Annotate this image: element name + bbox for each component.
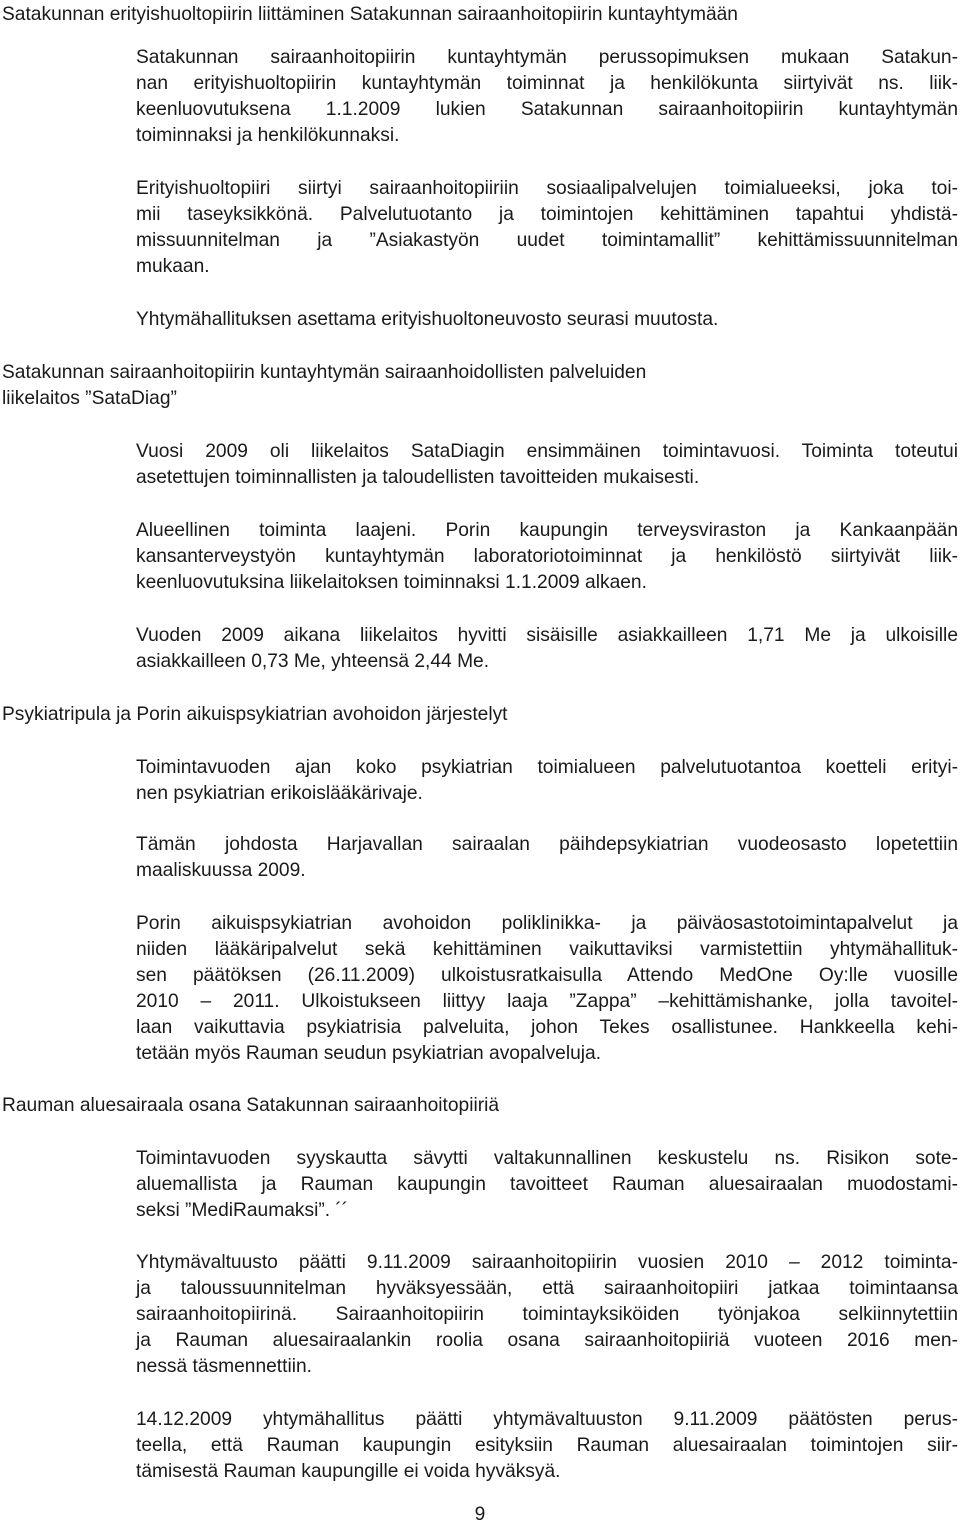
paragraph-line: ja Rauman aluesairaalankin roolia osana sairaanhoitopiiriä vuoteen 2016 men- — [136, 1330, 958, 1351]
paragraph-line: Vuoden 2009 aikana liikelaitos hyvitti sisäisille asiakkailleen 1,71 Me ja ulkoisille — [136, 625, 958, 646]
paragraph-line: ja taloussuunnitelman hyväksyessään, että sairaanhoitopiiri jatkaa toimintaansa — [136, 1278, 958, 1299]
paragraph-line: seksi ”MediRaumaksi”. ´´ — [136, 1200, 349, 1221]
paragraph-line: niiden lääkäripalvelut sekä kehittäminen vaikuttaviksi varmistettiin yhtymähallituk- — [136, 939, 958, 960]
paragraph-line: 2010 – 2011. Ulkoistukseen liittyy laaja ”Zappa” –kehittämishanke, jolla tavoitel- — [136, 991, 958, 1012]
paragraph-line: Erityishuoltopiiri siirtyi sairaanhoitopiiriin sosiaalipalvelujen toimialueeksi, joka toi- — [136, 178, 958, 199]
paragraph-line: teella, että Rauman kaupungin esityksiin Rauman aluesairaalan toimintojen siir- — [136, 1435, 958, 1456]
paragraph-line: nessä täsmennettiin. — [136, 1356, 312, 1377]
section-heading: Satakunnan sairaanhoitopiirin kuntayhtymän sairaanhoidollisten palveluiden — [2, 362, 647, 383]
paragraph-line: asiakkailleen 0,73 Me, yhteensä 2,44 Me. — [136, 651, 490, 672]
paragraph-line: missuunnitelman ja ”Asiakastyön uudet toimintamallit” kehittämissuunnitelman — [136, 230, 958, 251]
paragraph-line: 14.12.2009 yhtymähallitus päätti yhtymävaltuuston 9.11.2009 päätösten perus- — [136, 1409, 958, 1430]
paragraph-line: aluemallista ja Rauman kaupungin tavoitteet Rauman aluesairaalan muodostami- — [136, 1174, 958, 1195]
paragraph-line: mii taseyksikkönä. Palvelutuotanto ja toimintojen kehittäminen tapahtui yhdistä- — [136, 204, 958, 225]
paragraph-line: maaliskuussa 2009. — [136, 860, 306, 881]
paragraph-line: nen psykiatrian erikoislääkärivaje. — [136, 783, 423, 804]
paragraph-line: sen päätöksen (26.11.2009) ulkoistusratkaisulla Attendo MedOne Oy:lle vuosille — [136, 965, 958, 986]
section-heading: liikelaitos ”SataDiag” — [2, 388, 177, 409]
paragraph-line: Porin aikuispsykiatrian avohoidon poliklinikka- ja päiväosastotoimintapalvelut ja — [136, 913, 958, 934]
paragraph-line: Yhtymähallituksen asettama erityishuoltoneuvosto seurasi muutosta. — [136, 309, 719, 330]
paragraph-line: Satakunnan sairaanhoitopiirin kuntayhtymän perussopimuksen mukaan Satakun- — [136, 47, 958, 68]
paragraph-line: asetettujen toiminnallisten ja taloudellisten tavoitteiden mukaisesti. — [136, 467, 700, 488]
paragraph-line: Alueellinen toiminta laajeni. Porin kaupungin terveysviraston ja Kankaanpään — [136, 520, 958, 541]
paragraph-line: mukaan. — [136, 256, 210, 277]
paragraph-line: sairaanhoitopiirinä. Sairaanhoitopiirin toimintayksiköiden työnjakoa selkiinnytettiin — [136, 1304, 958, 1325]
paragraph-line: tetään myös Rauman seudun psykiatrian avopalveluja. — [136, 1043, 602, 1064]
section-heading: Rauman aluesairaala osana Satakunnan sairaanhoitopiiriä — [2, 1095, 500, 1116]
paragraph-line: toiminnaksi ja henkilökunnaksi. — [136, 125, 400, 146]
paragraph-line: Toimintavuoden syyskautta sävytti valtakunnallinen keskustelu ns. Risikon sote- — [136, 1148, 958, 1169]
section-heading: Satakunnan erityishuoltopiirin liittäminen Satakunnan sairaanhoitopiirin kuntayhtymään — [2, 4, 738, 25]
paragraph-line: laan vaikuttavia psykiatrisia palveluita, johon Tekes osallistunee. Hankkeella kehi- — [136, 1017, 958, 1038]
paragraph-line: keenluovutuksina liikelaitoksen toiminnaksi 1.1.2009 alkaen. — [136, 572, 647, 593]
paragraph-line: Vuosi 2009 oli liikelaitos SataDiagin ensimmäinen toimintavuosi. Toiminta toteutui — [136, 441, 958, 462]
paragraph-line: Toimintavuoden ajan koko psykiatrian toimialueen palvelutuotantoa koetteli erityi- — [136, 757, 958, 778]
paragraph-line: keenluovutuksena 1.1.2009 lukien Satakunnan sairaanhoitopiirin kuntayhtymän — [136, 99, 958, 120]
paragraph-line: kansanterveystyön kuntayhtymän laboratoriotoiminnat ja henkilöstö siirtyivät liik- — [136, 546, 958, 567]
paragraph-line: Yhtymävaltuusto päätti 9.11.2009 sairaanhoitopiirin vuosien 2010 – 2012 toiminta- — [136, 1252, 958, 1273]
paragraph-line: nan erityishuoltopiirin kuntayhtymän toiminnat ja henkilökunta siirtyivät ns. liik- — [136, 73, 958, 94]
paragraph-line: tämisestä Rauman kaupungille ei voida hyväksyä. — [136, 1461, 561, 1482]
paragraph-line: Tämän johdosta Harjavallan sairaalan päihdepsykiatrian vuodeosasto lopetettiin — [136, 834, 958, 855]
page-number: 9 — [474, 1504, 486, 1525]
section-heading: Psykiatripula ja Porin aikuispsykiatrian avohoidon järjestelyt — [2, 704, 508, 725]
